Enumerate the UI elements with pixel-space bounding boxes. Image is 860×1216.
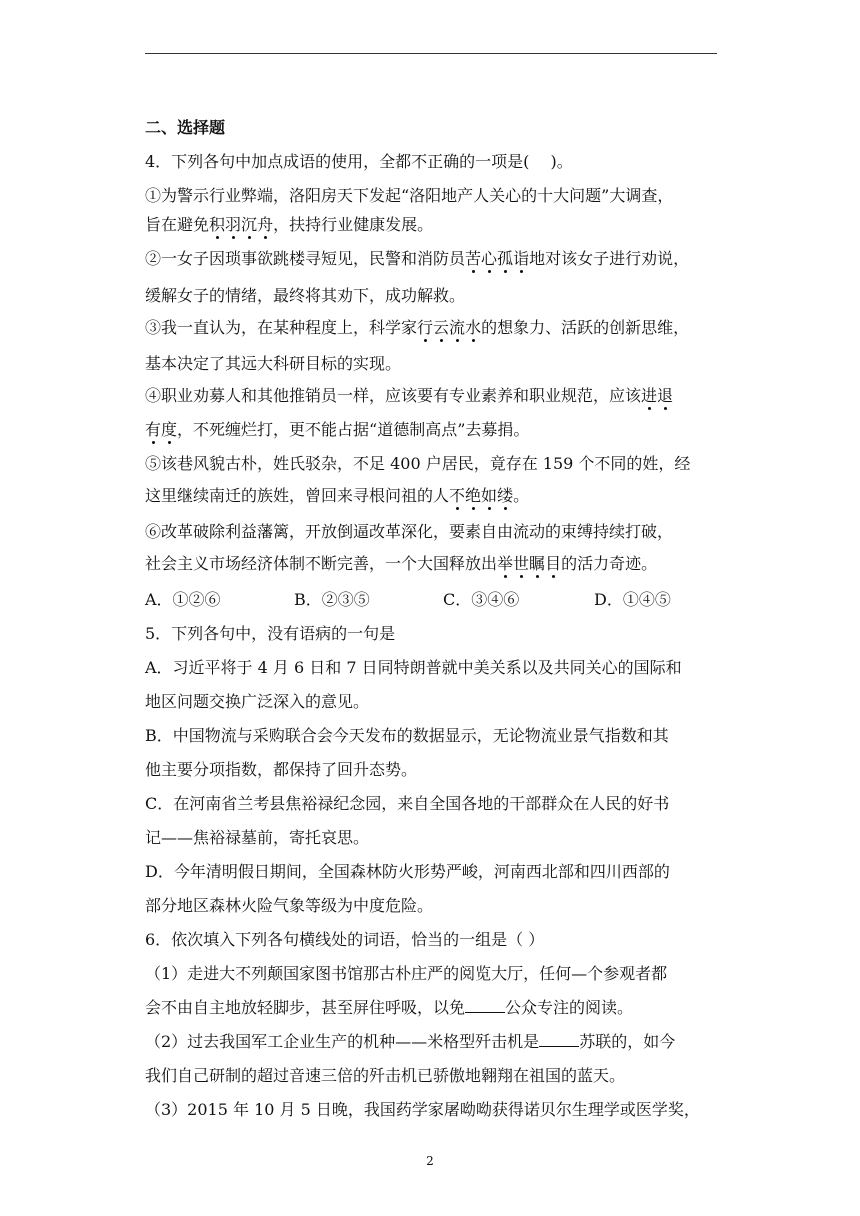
- dotted-char: 缕: [497, 486, 514, 505]
- dotted-idiom: [641, 386, 673, 405]
- q5-option-a[interactable]: A．习近平将于 4 月 6 日和 7 日同特朗普就中美关系以及共同关心的国际和: [145, 658, 682, 677]
- q5-option-d[interactable]: D．今年清明假日期间，全国森林防火形势严峻，河南西北部和四川西部的: [145, 862, 670, 881]
- fill-blank[interactable]: [539, 1032, 579, 1047]
- q6-item3-line1: （3）2015 年 10 月 5 日晚，我国药学家屠呦呦获得诺贝尔生理学或医学奖，: [145, 1100, 700, 1119]
- q4-s1-line2: 旨在避免积羽沉舟，扶持行业健康发展。: [145, 215, 434, 234]
- dotted-char: 云: [433, 318, 450, 337]
- q4-s3-line2: 基本决定了其远大科研目标的实现。: [145, 354, 402, 373]
- q4-option-b[interactable]: B．②③⑤: [294, 590, 370, 609]
- dotted-char: 目: [545, 554, 562, 573]
- dotted-char: 绝: [465, 486, 482, 505]
- q5-option-a-cont: 地区问题交换广泛深入的意见。: [145, 692, 370, 711]
- q4-s6-line1: ⑥改革破除利益藩篱，开放倒逼改革深化，要素自由流动的束缚持续打破，: [145, 522, 674, 541]
- dotted-char: 诣: [513, 249, 530, 268]
- q5-option-b[interactable]: B．中国物流与采购联合会今天发布的数据显示，无论物流业景气指数和其: [145, 726, 669, 745]
- dotted-idiom: [209, 215, 273, 234]
- section-title: 二、选择题: [145, 118, 226, 137]
- q4-s2-line1: ②一女子因琐事欲跳楼寻短见，民警和消防员苦心孤诣地对该女子进行劝说，: [145, 249, 690, 268]
- dotted-char: 孤: [497, 249, 514, 268]
- q6-item1-line1: （1）走进大不列颠国家图书馆那古朴庄严的阅览大厅，任何—个参观者都: [145, 964, 668, 983]
- dotted-char: 瞩: [529, 554, 546, 573]
- q4-s2-line2: 缓解女子的情绪，最终将其劝下，成功解救。: [145, 286, 466, 305]
- dotted-char: 世: [513, 554, 530, 573]
- dotted-char: 有: [145, 420, 162, 439]
- q4-s4-line1: ④职业劝募人和其他推销员一样，应该要有专业素养和职业规范，应该进退: [145, 386, 674, 405]
- q4-option-d[interactable]: D．①④⑤: [594, 590, 671, 609]
- dotted-char: 进: [641, 386, 658, 405]
- fill-blank[interactable]: [465, 998, 505, 1013]
- q5-option-b-cont: 他主要分项指数，都保持了回升态势。: [145, 760, 418, 779]
- q4-s1-line1: ①为警示行业弊端，洛阳房天下发起“洛阳地产人关心的十大问题”大调查，: [145, 186, 674, 205]
- q4-s4-line2: 有度，不死缠烂打，更不能占据“道德制高点”去募捐。: [145, 420, 530, 439]
- q5-option-c[interactable]: C．在河南省兰考县焦裕禄纪念园，来自全国各地的干部群众在人民的好书: [145, 794, 670, 813]
- dotted-char: 行: [417, 318, 434, 337]
- dotted-char: 积: [209, 215, 226, 234]
- dotted-char: 流: [449, 318, 466, 337]
- dotted-char: 心: [481, 249, 498, 268]
- q4-option-a[interactable]: A．①②⑥: [145, 590, 221, 609]
- page-number: 2: [426, 1154, 434, 1168]
- dotted-char: 如: [481, 486, 498, 505]
- q4-option-c[interactable]: C．③④⑥: [443, 590, 520, 609]
- q4-s3-line1: ③我一直认为，在某种程度上，科学家行云流水的想象力、活跃的创新思维，: [145, 318, 690, 337]
- q5-option-c-cont: 记——焦裕禄墓前，寄托哀思。: [145, 828, 370, 847]
- q6-stem: 6．依次填入下列各句横线处的词语，恰当的一组是（ ）: [145, 930, 545, 949]
- dotted-char: 退: [657, 386, 674, 405]
- dotted-idiom: [497, 554, 561, 573]
- dotted-char: 沉: [241, 215, 258, 234]
- dotted-char: 苦: [465, 249, 482, 268]
- dotted-idiom: [465, 249, 529, 268]
- q4-s6-line2: 社会主义市场经济体制不断完善，一个大国释放出举世瞩目的活力奇迹。: [145, 554, 658, 573]
- q4-stem: 4．下列各句中加点成语的使用，全都不正确的一项是( )。: [145, 152, 573, 171]
- dotted-char: 度: [161, 420, 178, 439]
- dotted-idiom: [145, 420, 177, 439]
- dotted-char: 水: [465, 318, 482, 337]
- dotted-char: 羽: [225, 215, 242, 234]
- q6-item2-line1: （2）过去我国军工企业生产的机种——米格型歼击机是 苏联的，如今: [145, 1032, 676, 1051]
- q4-s5-line1: ⑤该巷风貌古朴，姓氏驳杂，不足 400 户居民，竟存在 159 个不同的姓，经: [145, 454, 691, 473]
- dotted-char: 舟: [257, 215, 274, 234]
- dotted-char: 举: [497, 554, 514, 573]
- dotted-idiom: [417, 318, 481, 337]
- q5-stem: 5．下列各句中，没有语病的一句是: [145, 624, 396, 643]
- header-rule: [145, 53, 717, 54]
- q6-item2-line2: 我们自己研制的超过音速三倍的歼击机已骄傲地翱翔在祖国的蓝天。: [145, 1066, 626, 1085]
- q6-item1-line2: 会不由自主地放轻脚步，甚至屏住呼吸，以免 公众专注的阅读。: [145, 998, 634, 1017]
- q5-option-d-cont: 部分地区森林火险气象等级为中度危险。: [145, 896, 434, 915]
- dotted-idiom: [449, 486, 513, 505]
- q4-s5-line2: 这里继续南迁的族姓，曾回来寻根问祖的人不绝如缕。: [145, 486, 530, 505]
- dotted-char: 不: [449, 486, 466, 505]
